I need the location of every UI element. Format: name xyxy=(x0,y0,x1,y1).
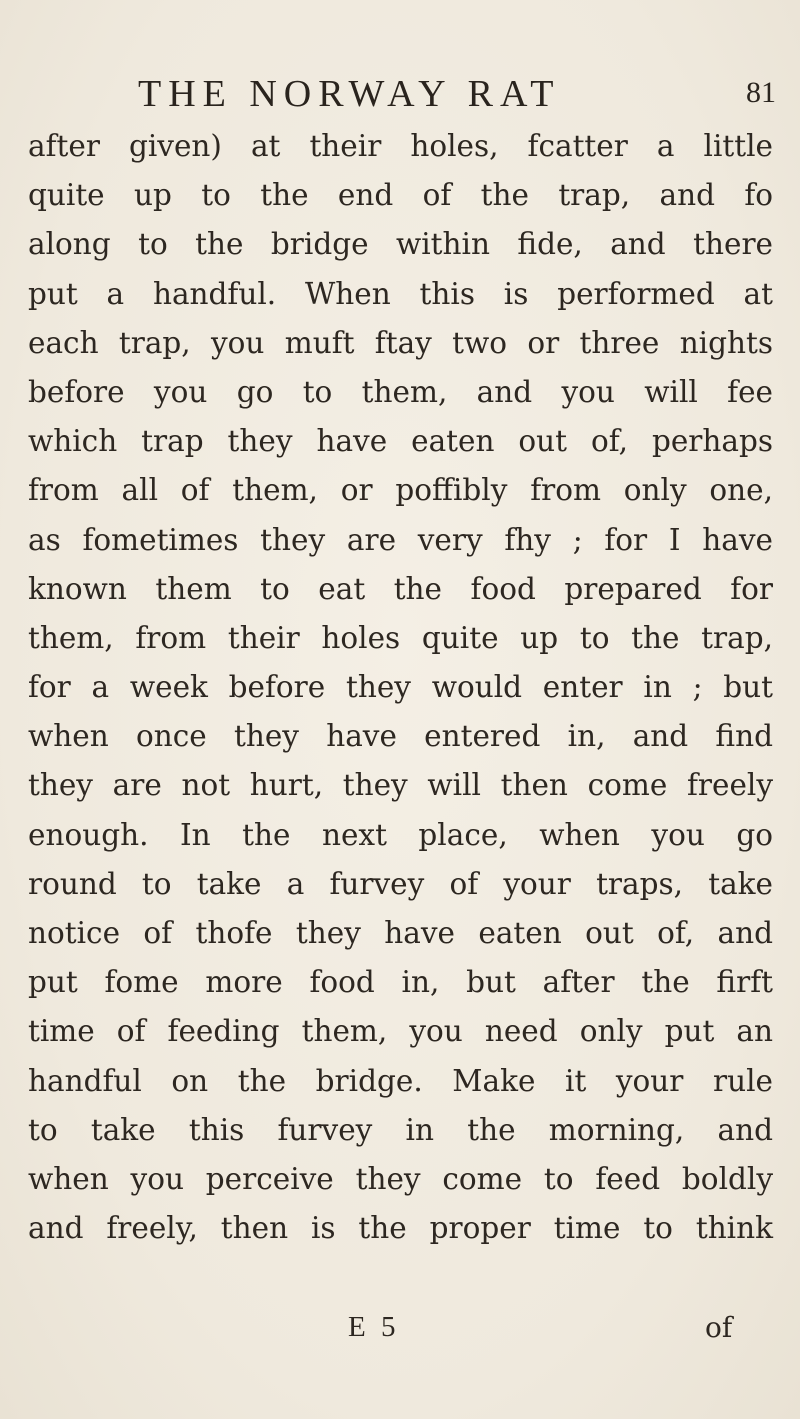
text-line: they are not hurt, they will then come freely xyxy=(28,768,773,803)
text-line: and freely, then is the proper time to think xyxy=(28,1211,773,1246)
text-line: which trap they have eaten out of, perhaps xyxy=(28,424,773,459)
signature-mark: E 5 xyxy=(348,1311,400,1343)
catchword: of xyxy=(705,1311,733,1344)
text-line: enough. In the next place, when you go xyxy=(28,817,773,852)
text-line: round to take a furvey of your traps, take xyxy=(28,866,773,901)
footer-line xyxy=(0,1311,800,1355)
text-line: when once they have entered in, and find xyxy=(28,719,773,754)
text-line: notice of thofe they have eaten out of, and xyxy=(28,916,773,950)
text-line: known them to eat the food prepared for xyxy=(28,571,773,606)
text-line: along to the bridge within fide, and there xyxy=(28,227,773,262)
text-line: them, from their holes quite up to the trap, xyxy=(28,620,773,655)
text-line: quite up to the end of the trap, and fo xyxy=(28,178,773,213)
text-line: from all of them, or poffibly from only one, xyxy=(28,473,773,508)
text-line: when you perceive they come to feed boldly xyxy=(28,1161,773,1196)
text-line: each trap, you muft ftay two or three nights xyxy=(28,325,773,360)
text-line: to take this furvey in the morning, and xyxy=(28,1112,773,1147)
body-text xyxy=(28,122,773,1253)
text-line: handful on the bridge. Make it your rule xyxy=(28,1063,773,1098)
text-line: as fometimes they are very fhy ; for I have xyxy=(28,522,773,557)
text-line: put a handful. When this is performed at xyxy=(28,276,773,311)
text-line: before you go to them, and you will fee xyxy=(28,374,773,409)
text-line: time of feeding them, you need only put an xyxy=(28,1014,773,1049)
text-line: after given) at their holes, fcatter a little xyxy=(28,129,773,163)
running-head xyxy=(138,72,778,120)
running-head-title: THE NORWAY RAT xyxy=(138,73,561,115)
text-line: for a week before they would enter in ; but xyxy=(28,670,773,705)
text-line: put fome more food in, but after the firft xyxy=(28,965,773,1000)
page-number: 81 xyxy=(746,76,776,109)
